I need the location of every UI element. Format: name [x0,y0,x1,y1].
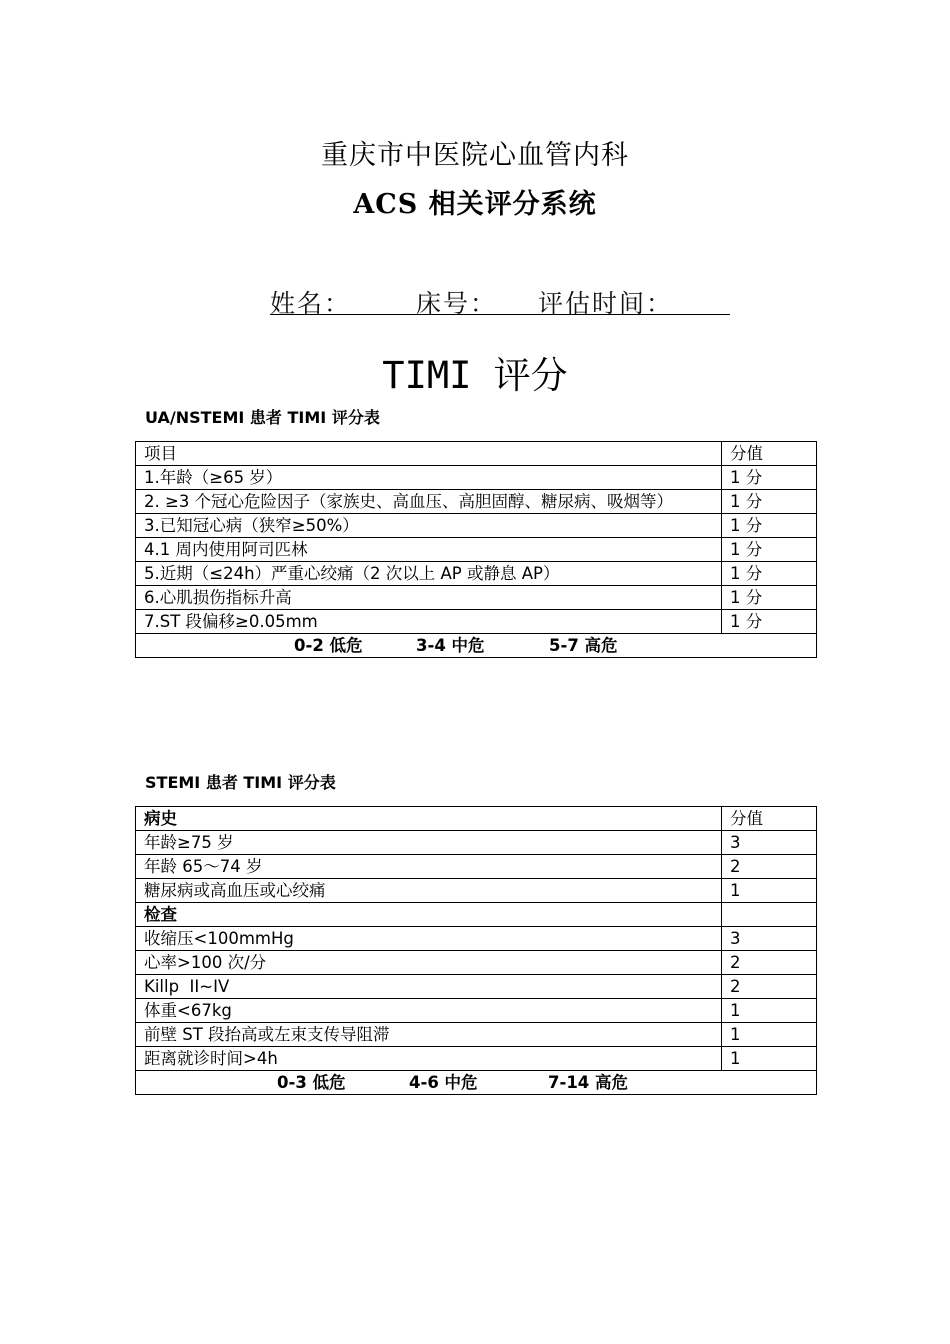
row-score: 1 分 [722,538,817,562]
table-header-row [136,442,817,466]
table-row [136,831,817,855]
table-row [136,855,817,879]
row-score: 1 分 [722,514,817,538]
hospital-department-title: 重庆市中医院心血管内科 [321,140,629,171]
table-row [136,975,817,999]
risk-high: 5-7 高危 [549,636,618,655]
row-item: 距离就诊时间>4h [136,1047,722,1071]
row-item: 心率>100 次/分 [136,951,722,975]
section-row-exam [136,903,817,927]
exam-section-label: 检查 [136,903,722,927]
row-item: 年龄 65～74 岁 [136,855,722,879]
row-score: 1 分 [722,490,817,514]
risk-summary [136,634,817,658]
table-row [136,514,817,538]
row-score: 1 [722,999,817,1023]
row-item: 5.近期（≤24h）严重心绞痛（2 次以上 AP 或静息 AP） [136,562,722,586]
row-item: 体重<67kg [136,999,722,1023]
risk-summary-row [136,1071,817,1095]
row-item: 糖尿病或高血压或心绞痛 [136,879,722,903]
table-row [136,879,817,903]
risk-mid: 4-6 中危 [409,1073,478,1092]
table-row [136,586,817,610]
row-score: 3 [722,831,817,855]
table-header-row [136,807,817,831]
table-row [136,951,817,975]
scoring-system-title: ACS 相关评分系统 [353,189,597,220]
empty-cell [722,903,817,927]
ua-nstemi-score-table [135,441,817,658]
table-row [136,610,817,634]
row-item: 3.已知冠心病（狭窄≥50%） [136,514,722,538]
row-item: 收缩压<100mmHg [136,927,722,951]
table-row [136,1023,817,1047]
row-score: 3 [722,927,817,951]
row-item: 6.心肌损伤指标升高 [136,586,722,610]
table-row [136,1047,817,1071]
row-score: 2 [722,855,817,879]
assessment-time-label: 评估时间： [538,289,674,318]
header-score: 分值 [722,442,817,466]
section-title: TIMI 评分 [382,354,568,397]
table1-caption: UA/NSTEMI 患者 TIMI 评分表 [145,408,380,427]
row-item: 7.ST 段偏移≥0.05mm [136,610,722,634]
row-score: 2 [722,951,817,975]
bed-label: 床号： [416,289,498,318]
risk-high: 7-14 高危 [548,1073,629,1092]
header-item: 项目 [136,442,722,466]
row-score: 1 分 [722,586,817,610]
table-row [136,927,817,951]
row-item: 前壁 ST 段抬高或左束支传导阻滞 [136,1023,722,1047]
row-score: 1 [722,1047,817,1071]
name-label: 姓名： [270,289,352,318]
row-item: 2. ≥3 个冠心危险因子（家族史、高血压、高胆固醇、糖尿病、吸烟等） [136,490,722,514]
row-score: 1 分 [722,610,817,634]
row-score: 1 [722,879,817,903]
table2-caption: STEMI 患者 TIMI 评分表 [145,773,336,792]
row-score: 1 分 [722,466,817,490]
header-history: 病史 [136,807,722,831]
header-score: 分值 [722,807,817,831]
row-score: 1 [722,1023,817,1047]
table-row [136,999,817,1023]
table-row [136,562,817,586]
table-row [136,466,817,490]
risk-low: 0-2 低危 [294,636,363,655]
risk-mid: 3-4 中危 [416,636,485,655]
table-row [136,538,817,562]
risk-summary [136,1071,817,1095]
patient-info-line [270,284,730,318]
stemi-score-table [135,806,817,1095]
row-item: 4.1 周内使用阿司匹林 [136,538,722,562]
row-score: 1 分 [722,562,817,586]
row-item: 1.年龄（≥65 岁） [136,466,722,490]
row-score: 2 [722,975,817,999]
table-row [136,490,817,514]
risk-summary-row [136,634,817,658]
row-item: Killp II~IV [136,975,722,999]
row-item: 年龄≥75 岁 [136,831,722,855]
risk-low: 0-3 低危 [277,1073,346,1092]
